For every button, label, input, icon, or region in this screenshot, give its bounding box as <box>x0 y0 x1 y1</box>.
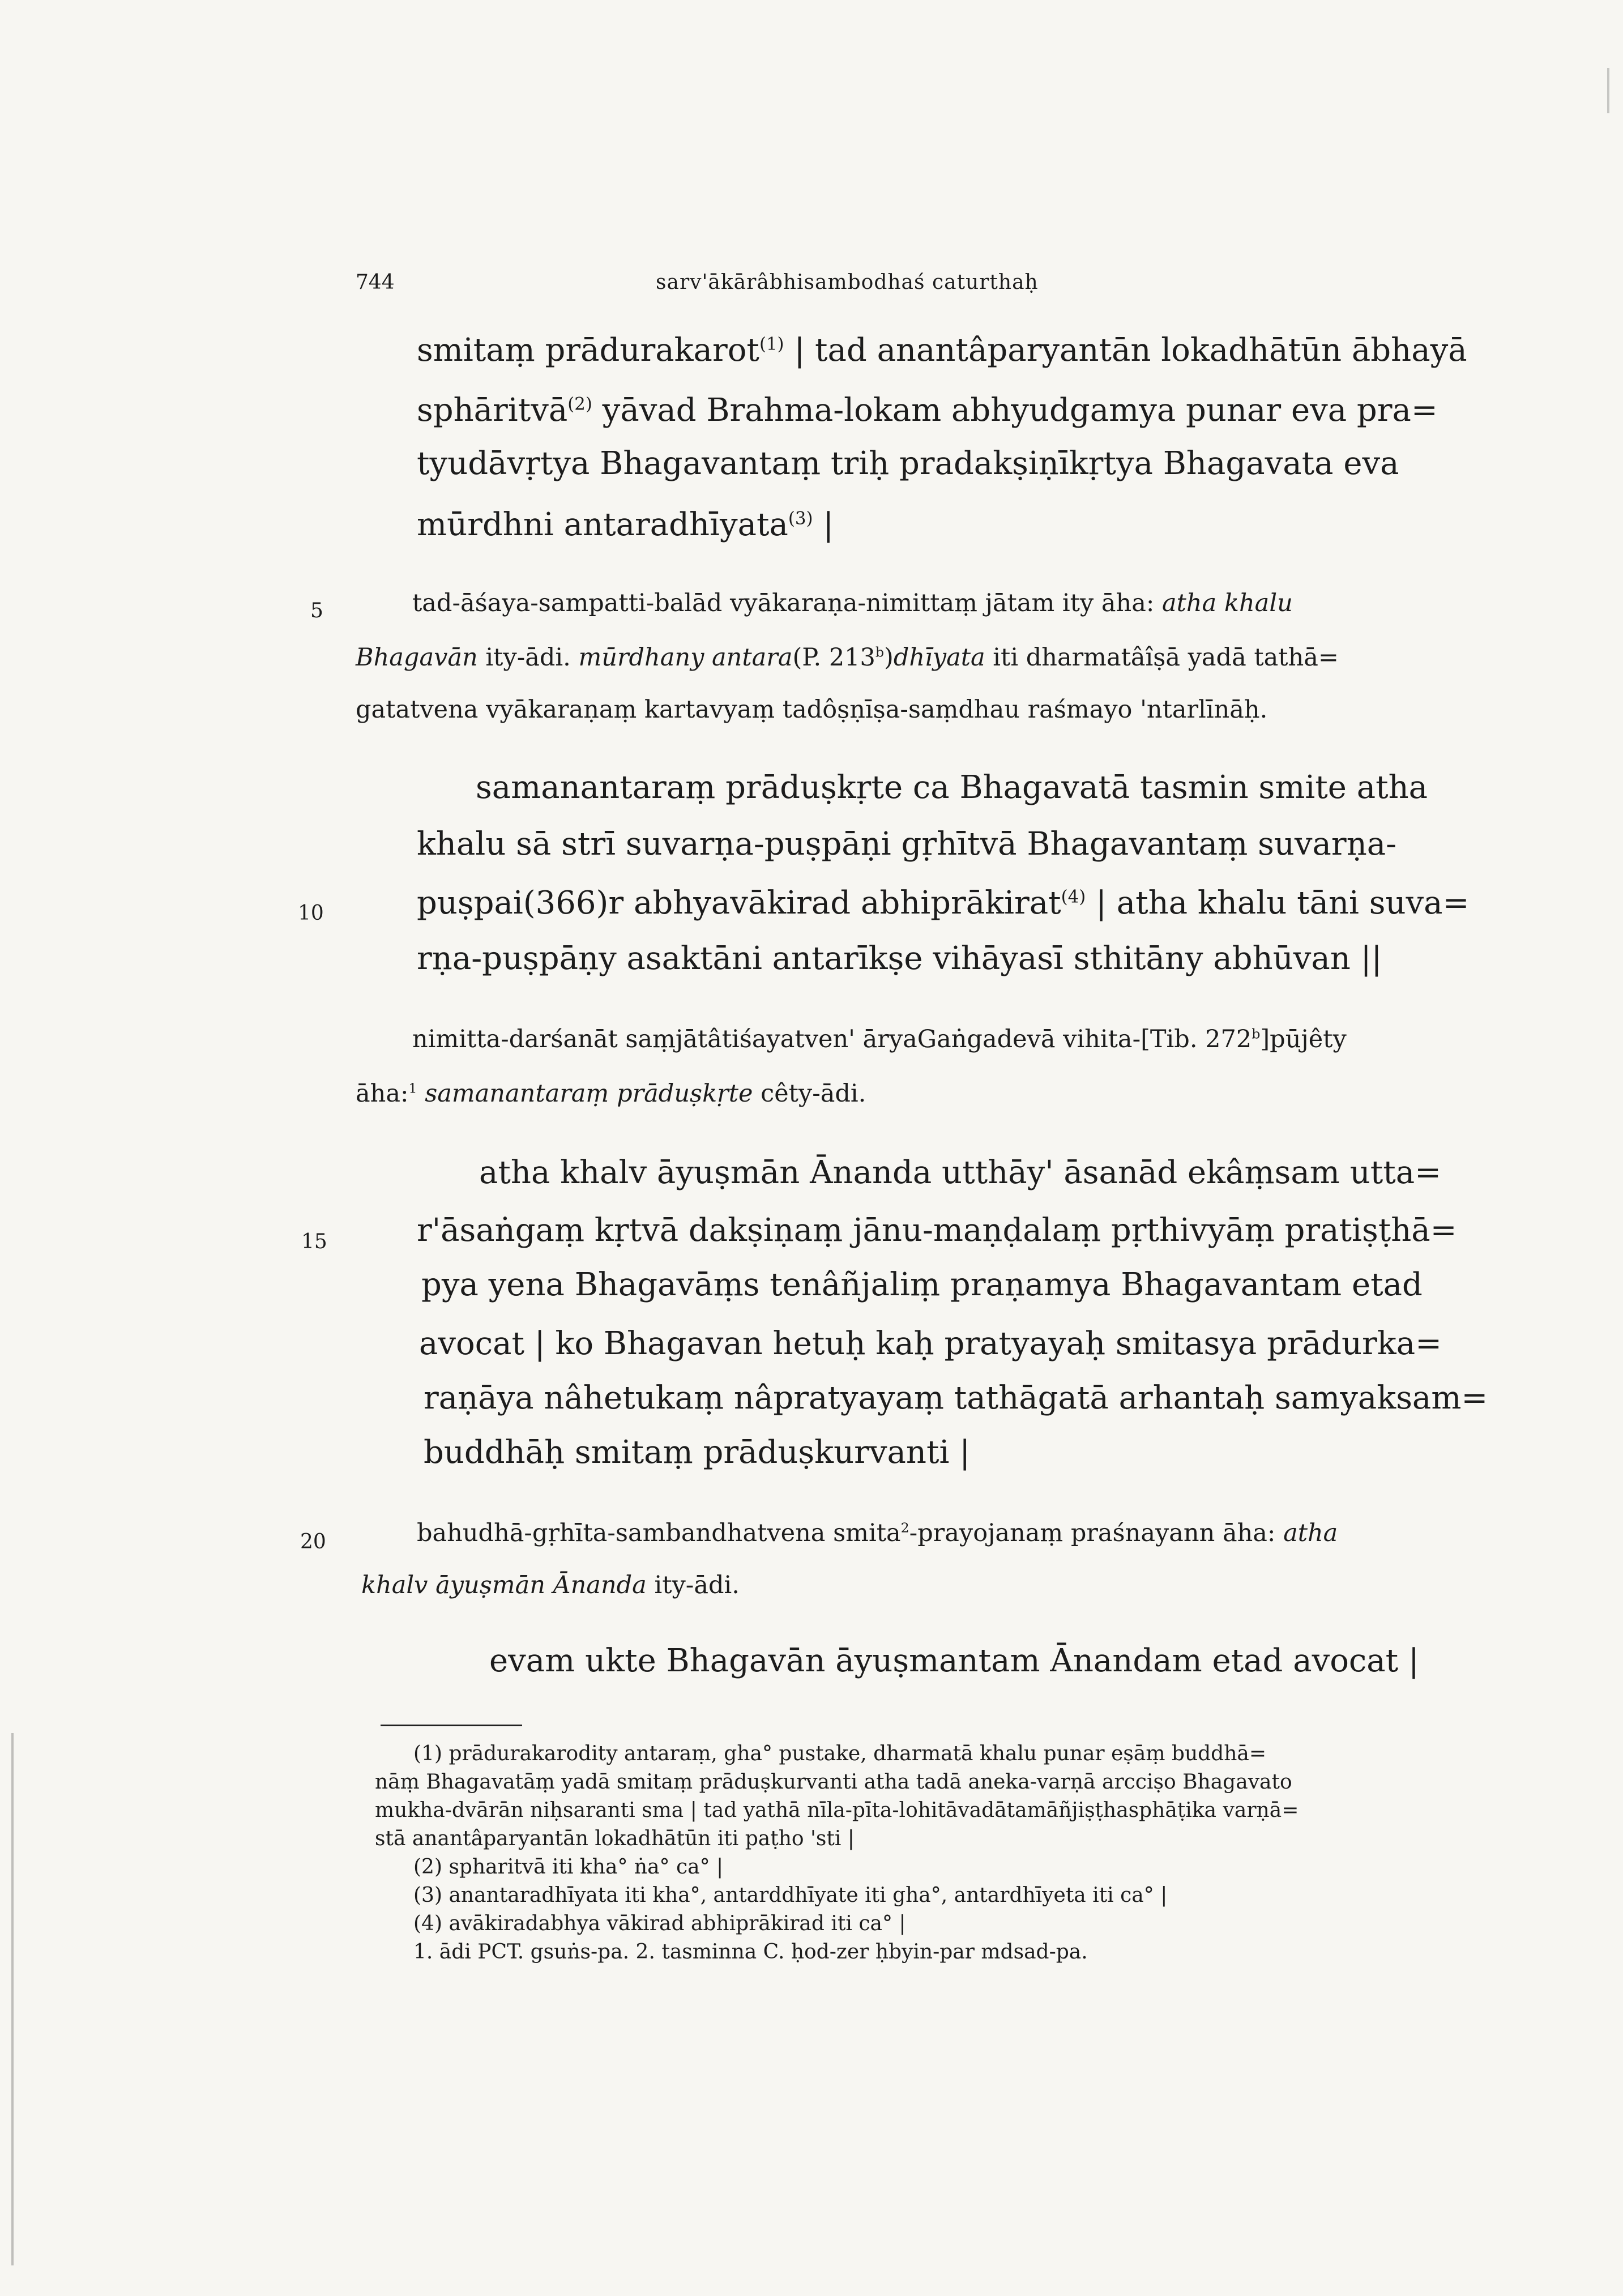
main-text-line: puṣpai(366)r abhyavākirad abhiprākirat$^{(4)}$ | atha khalu tāni suva= <box>417 885 1470 921</box>
scan-edge-mark <box>1607 68 1609 113</box>
commentary-line: nimitta-darśanāt saṃjātâtiśayatven' āryaGaṅgadevā vihita-[Tib. 272$^b$]pūjêty <box>412 1025 1347 1053</box>
line-number: 20 <box>300 1530 326 1554</box>
main-text-line: khalu sā strī suvarṇa-puṣpāṇi gṛhītvā Bhagavantaṃ suvarṇa- <box>417 826 1397 863</box>
commentary-line: bahudhā-gṛhīta-sambandhatvena smita$^2$-prayojanaṃ praśnayann āha: atha <box>417 1519 1338 1547</box>
page-number: 744 <box>356 271 395 294</box>
commentary-line: tad-āśaya-sampatti-balād vyākaraṇa-nimittaṃ jātam ity āha: atha khalu <box>412 589 1293 617</box>
footnote-line: (2) spharitvā iti kha° ṅa° ca° | <box>413 1855 724 1879</box>
main-text-line: mūrdhni antaradhīyata$^{(3)}$ | <box>417 506 834 543</box>
commentary-line: khalv āyuṣmān Ānanda ity-ādi. <box>361 1571 740 1599</box>
main-text-line: buddhāḥ smitaṃ prāduṣkurvanti | <box>424 1434 971 1471</box>
main-text-line: atha khalv āyuṣmān Ānanda utthāy' āsanād ekâṃsam utta= <box>479 1154 1442 1191</box>
main-text-line: r'āsaṅgaṃ kṛtvā dakṣiṇaṃ jānu-maṇḍalaṃ pṛthivyāṃ pratiṣṭhā= <box>417 1212 1457 1249</box>
line-number: 15 <box>301 1230 327 1253</box>
footnote-line: (4) avākiradabhya vākirad abhiprākirad iti ca° | <box>413 1912 906 1935</box>
line-number: 10 <box>298 902 324 925</box>
main-text-line: sphāritvā$^{(2)}$ yāvad Brahma-lokam abhyudgamya punar eva pra= <box>417 392 1438 429</box>
footnote-line: (1) prādurakarodity antaraṃ, gha° pustake, dharmatā khalu punar eṣāṃ buddhā= <box>413 1742 1267 1765</box>
main-text-line: pya yena Bhagavāṃs tenâñjaliṃ praṇamya Bhagavantam etad <box>421 1266 1423 1303</box>
footnote-line: nāṃ Bhagavatāṃ yadā smitaṃ prāduṣkurvanti atha tadā aneka-varṇā arcciṣo Bhagavato <box>375 1770 1292 1794</box>
commentary-line: Bhagavān ity-ādi. mūrdhany antara(P. 213$^b$)dhīyata iti dharmatâîṣā yadā tathā= <box>356 643 1339 672</box>
footnote-rule <box>381 1725 522 1726</box>
footnote-line: stā anantâparyantān lokadhātūn iti paṭho 'sti | <box>375 1827 855 1850</box>
footnote-line: 1. ādi PCT. gsuṅs-pa. 2. tasminna C. ḥod-zer ḥbyin-par mdsad-pa. <box>413 1940 1088 1964</box>
line-number: 5 <box>310 599 323 622</box>
scan-edge-mark <box>11 1733 14 2265</box>
commentary-line: āha:$^1$ samanantaraṃ prāduṣkṛte cêty-ādi. <box>356 1079 866 1108</box>
main-text-line: tyudāvṛtya Bhagavantaṃ triḥ pradakṣiṇīkṛtya Bhagavata eva <box>417 445 1399 482</box>
main-text-line: rṇa-puṣpāṇy asaktāni antarīkṣe vihāyasī sthitāny abhūvan || <box>417 940 1382 977</box>
main-text-line: evam ukte Bhagavān āyuṣmantam Ānandam etad avocat | <box>489 1642 1419 1679</box>
main-text-line: raṇāya nâhetukaṃ nâpratyayaṃ tathāgatā arhantaḥ samyaksam= <box>424 1380 1488 1416</box>
running-title: sarv'ākārâbhisambodhaś caturthaḥ <box>656 271 1039 294</box>
footnote-line: mukha-dvārān niḥsaranti sma | tad yathā nīla-pīta-lohitāvadātamāñjiṣṭhasphāṭika varṇā= <box>375 1799 1299 1822</box>
main-text-line: smitaṃ prādurakarot$^{(1)}$ | tad anantâparyantān lokadhātūn ābhayā <box>417 332 1467 369</box>
main-text-line: samanantaraṃ prāduṣkṛte ca Bhagavatā tasmin smite atha <box>476 769 1428 806</box>
footnote-line: (3) anantaradhīyata iti kha°, antarddhīyate iti gha°, antardhīyeta iti ca° | <box>413 1884 1168 1907</box>
main-text-line: avocat | ko Bhagavan hetuḥ kaḥ pratyayaḥ smitasya prādurka= <box>419 1325 1442 1362</box>
commentary-line: gatatvena vyākaraṇaṃ kartavyaṃ tadôṣṇīṣa-saṃdhau raśmayo 'ntarlīnāḥ. <box>356 695 1268 724</box>
